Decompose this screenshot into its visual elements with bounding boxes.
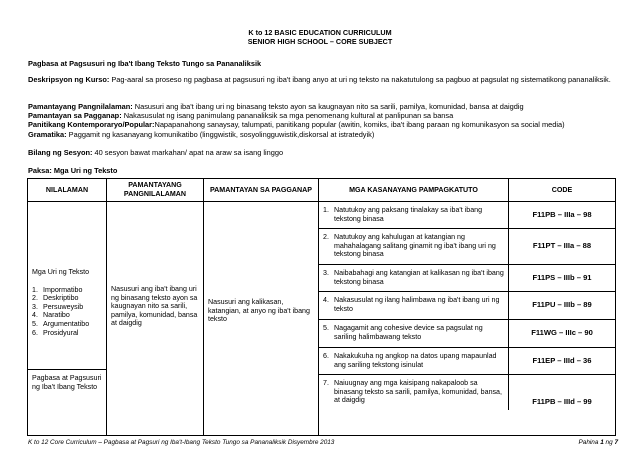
standard-label: Panitikang Kontemporaryo/Popular: (28, 120, 155, 130)
pangnilalaman-text: Nasusuri ang iba't ibang uri ng binasang teksto ayon sa kaugnayan nito sa sarili, pamilya, komunidad, bansa at daigdig (111, 285, 198, 328)
kasanayan-cell (319, 202, 616, 436)
sessions-label: Bilang ng Sesyon: (28, 148, 93, 157)
course-description (28, 75, 618, 84)
list-item: 4. Naratibo (32, 311, 70, 320)
nilalaman-list (32, 286, 102, 338)
competency-row (319, 229, 615, 265)
nilalaman-title: Mga Uri ng Teksto (32, 268, 90, 276)
table-header-row (28, 179, 616, 202)
page-total: 7 (614, 439, 618, 446)
pagganap-cell (204, 202, 319, 436)
standard-text: Paggamit ng kasanayang komunikatibo (linggwistik, sosyolingguwistik,diskorsal at istratedyik) (66, 129, 375, 139)
standard-panitikan (28, 120, 618, 129)
col-pagganap: PAMANTAYAN SA PAGGANAP (204, 179, 319, 202)
sessions-text: 40 sesyon bawat markahan/ apat na araw sa isang linggo (92, 148, 284, 157)
competency-code: F11WG – IIIc – 90 (508, 320, 615, 347)
competency-row (319, 292, 615, 320)
standard-pagganap (28, 111, 618, 120)
table-row (28, 202, 616, 436)
competency-row (319, 348, 615, 375)
nilalaman-cell (28, 202, 107, 436)
pangnilalaman-cell (107, 202, 204, 436)
page-number: 1 (600, 439, 604, 446)
description-text: Pag-aaral sa proseso ng pagbasa at pagsusuri ng iba't ibang anyo at uri ng teksto na nakatutulong sa pagbuo at pagsulat ng sistematikong pananaliksik. (109, 75, 611, 84)
competency-code: F11PS – IIIb – 91 (508, 265, 615, 291)
pagganap-text: Nasusuri ang kalikasan, katangian, at anyo ng iba't ibang teksto (208, 298, 310, 324)
col-kasanayan-code (319, 179, 616, 202)
standards-block (28, 102, 618, 139)
standard-label: Pamantayang Pangnilalaman: (28, 102, 133, 111)
list-item: 1. Impormatibo (32, 285, 83, 294)
competency-text: 7. Naiuugnay ang mga kaisipang nakapaloob sa binasang teksto sa sarili, pamilya, komunidad, bansa, at daigdig (323, 379, 502, 405)
competency-row (319, 265, 615, 292)
competency-code: F11PT – IIIa – 88 (508, 229, 615, 264)
list-item: 3. Persuweysib (32, 302, 84, 311)
standard-text: Napapanahong sanaysay, talumpati, panitikang popular (awitin, komiks, iba't ibang paraan ng komunikasyon sa social media) (154, 120, 565, 130)
course-title: Pagbasa at Pagsusuri ng Iba't Ibang Teksto Tungo sa Pananaliksik (28, 59, 262, 68)
list-item: 6. Prosidyural (32, 328, 79, 337)
standard-pangnilalaman (28, 102, 618, 111)
page-indicator: Pahina 1 ng 7 (578, 439, 618, 446)
standard-label: Pamantayan sa Pagganap: (28, 111, 122, 121)
competency-code: F11PB – IIId – 99 (508, 375, 615, 410)
competency-text: 4. Nakasusulat ng ilang halimbawa ng iba't ibang uri ng teksto (323, 296, 500, 313)
competency-text: 3. Naibabahagi ang katangian at kalikasan ng iba't ibang tekstong binasa (323, 269, 504, 286)
standard-label: Gramatika: (28, 129, 67, 139)
col-nilalaman: NILALAMAN (28, 179, 107, 202)
competency-code: F11PB – IIIa – 98 (508, 202, 615, 228)
nilalaman-list-block (28, 202, 106, 370)
doc-header-line2: SENIOR HIGH SCHOOL – CORE SUBJECT (247, 37, 393, 46)
doc-header-line1: K to 12 BASIC EDUCATION CURRICULUM (248, 28, 392, 37)
competency-row (319, 320, 615, 348)
paksa-heading: Paksa: Mga Uri ng Teksto (28, 166, 118, 175)
competency-text: 1. Natutukoy ang paksang tinalakay sa iba't ibang tekstong binasa (323, 206, 483, 223)
sessions-line (28, 148, 618, 157)
col-pangnilalaman: PAMANTAYANG PANGNILALAMAN (107, 179, 204, 202)
list-item: 2. Deskriptibo (32, 294, 79, 303)
competency-code: F11EP – IIId – 36 (508, 348, 615, 374)
competency-text: 6. Nakakukuha ng angkop na datos upang mapaunlad ang sariling tekstong isinulat (323, 352, 497, 369)
page-footer (28, 439, 618, 446)
list-item: 5. Argumentatibo (32, 319, 90, 328)
footer-title: K to 12 Core Curriculum – Pagbasa at Pagsuri ng Iba't-Ibang Teksto Tungo sa Pananaliksik Disyembre 2013 (28, 439, 335, 446)
competency-row (319, 202, 615, 229)
nilalaman-footer: Pagbasa at Pagsusuri ng Iba't Ibang Teksto (32, 374, 102, 391)
standard-text: Nakasusulat ng isang panimulang pananaliksik sa mga penomenang kultural at panlipunan sa bansa (121, 111, 454, 121)
description-label: Deskripsyon ng Kurso: (28, 75, 110, 84)
curriculum-table (27, 178, 616, 436)
col-code: CODE (508, 179, 615, 201)
col-kasanayan: MGA KASANAYANG PAMPAGKATUTO (349, 185, 478, 194)
standard-gramatika (28, 130, 618, 139)
standard-text: Nasusuri ang iba't ibang uri ng binasang teksto ayon sa kaugnayan nito sa sarili, pamilya, komunidad, bansa at daigdig (132, 102, 524, 111)
competency-code: F11PU – IIIb – 89 (508, 292, 615, 319)
competency-text: 5. Nagagamit ang cohesive device sa pagsulat ng sariling halimbawang teksto (323, 324, 483, 341)
competency-row (319, 375, 615, 410)
competency-text: 2. Natutukoy ang kahulugan at katangian ng mahahalagang salitang ginamit ng iba't ibang uri ng tekstong binasa (323, 233, 496, 259)
